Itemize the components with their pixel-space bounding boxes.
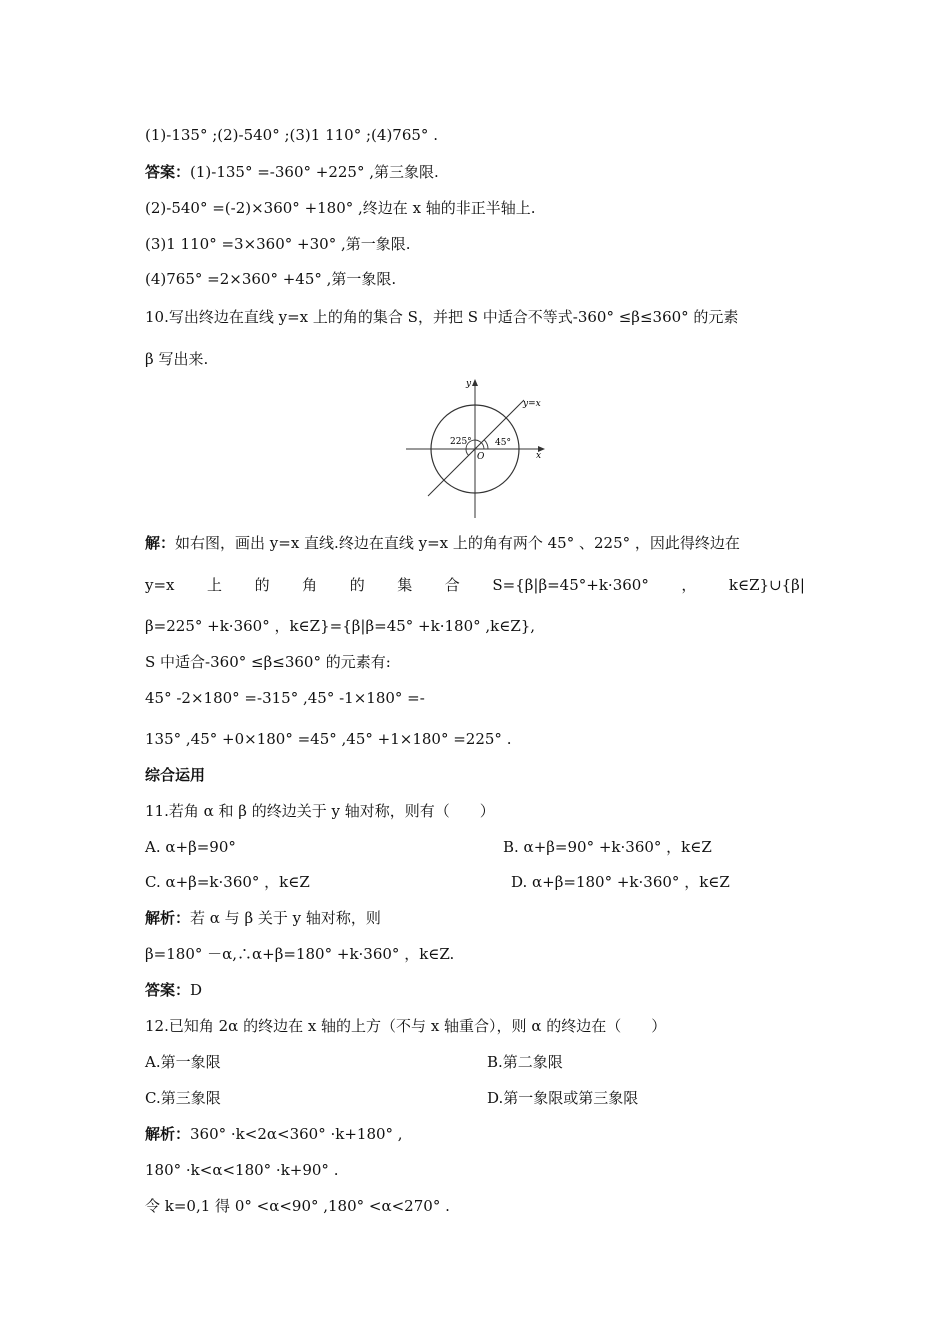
analysis-12-line-3: 令 k=0,1 得 0° <α<90° ,180° <α<270° . — [145, 1197, 450, 1215]
label-45: 45° — [495, 438, 511, 448]
solution-line-2 — [145, 575, 805, 595]
answer-label: 答案： — [145, 163, 191, 181]
answer-11-value: D — [190, 981, 203, 999]
analysis-label: 解析： — [145, 1125, 191, 1143]
solution-line-6: 135° ,45° +0×180° =45° ,45° +1×180° =225° . — [145, 730, 512, 748]
solution-line-1 — [145, 533, 740, 553]
sol2-part: ， — [681, 576, 697, 594]
question-11-option-d: D. α+β=180° +k·360° ，k∈Z — [511, 873, 730, 891]
solution-label: 解： — [145, 534, 176, 552]
solution-line-1-text: 如右图，画出 y=x 直线.终边在直线 y=x 上的角有两个 45° 、225° ，因此得终边在 — [175, 534, 740, 552]
analysis-11-line-2: β=180° －α,∴α+β=180° +k·360° ，k∈Z. — [145, 945, 455, 963]
sol2-part: S={β|β=45°+k·360° — [492, 576, 649, 594]
label-225: 225° — [450, 437, 472, 447]
answer-11 — [145, 980, 202, 1000]
answer-1-text: (1)-135° =-360° +225° ,第三象限. — [190, 163, 439, 181]
solution-line-4: S 中适合-360° ≤β≤360° 的元素有: — [145, 653, 391, 671]
line-y-equals-x — [428, 400, 524, 496]
analysis-12-text: 360° ·k<2α<360° ·k+180° , — [190, 1125, 403, 1143]
answer-line-3: (3)1 110° =3×360° +30° ,第一象限. — [145, 235, 411, 253]
answer-1 — [145, 162, 439, 182]
question-10-line-1: 10.写出终边在直线 y=x 上的角的集合 S，并把 S 中适合不等式-360° ≤β≤360° 的元素 — [145, 308, 739, 326]
answer-line-1: (1)-135° ;(2)-540° ;(3)1 110° ;(4)765° . — [145, 126, 438, 144]
sol2-part: 的 — [254, 576, 270, 594]
label-y: y — [466, 379, 472, 389]
question-11-option-a: A. α+β=90° — [145, 838, 236, 856]
question-11-option-c: C. α+β=k·360° ，k∈Z — [145, 873, 310, 891]
angle-45-arc — [484, 440, 488, 449]
solution-line-5: 45° -2×180° =-315° ,45° -1×180° =- — [145, 689, 425, 707]
analysis-11-line-1 — [145, 908, 381, 928]
analysis-label: 解析： — [145, 909, 191, 927]
analysis-12-line-1 — [145, 1124, 403, 1144]
sol2-part: 的 — [349, 576, 365, 594]
answer-line-4: (4)765° =2×360° +45° ,第一象限. — [145, 270, 397, 288]
analysis-11-text: 若 α 与 β 关于 y 轴对称，则 — [190, 909, 381, 927]
question-12-option-d: D.第一象限或第三象限 — [487, 1089, 639, 1107]
label-origin: O — [477, 452, 485, 462]
analysis-12-line-2: 180° ·k<α<180° ·k+90° . — [145, 1161, 339, 1179]
answer-label: 答案： — [145, 981, 191, 999]
question-11-option-b: B. α+β=90° +k·360° ，k∈Z — [503, 838, 712, 856]
section-title: 综合运用 — [145, 766, 206, 784]
solution-line-3: β=225° +k·360° ，k∈Z}={β|β=45° +k·180° ,k∈Z}, — [145, 617, 536, 635]
question-11: 11.若角 α 和 β 的终边关于 y 轴对称，则有（ ） — [145, 802, 495, 820]
sol2-part: 上 — [207, 576, 223, 594]
unit-circle-figure — [400, 374, 560, 524]
question-12-option-a: A.第一象限 — [145, 1053, 221, 1071]
question-12-option-b: B.第二象限 — [487, 1053, 563, 1071]
sol2-part: 角 — [302, 576, 318, 594]
question-12: 12.已知角 2α 的终边在 x 轴的上方（不与 x 轴重合），则 α 的终边在（ ） — [145, 1017, 667, 1035]
label-line: y=x — [523, 399, 541, 409]
sol2-part: 集 — [397, 576, 413, 594]
label-x: x — [536, 451, 542, 461]
answer-line-2: (2)-540° =(-2)×360° +180° ,终边在 x 轴的非正半轴上. — [145, 199, 536, 217]
sol2-part: 合 — [444, 576, 460, 594]
sol2-part: k∈Z}∪{β| — [728, 576, 805, 594]
sol2-part: y=x — [145, 576, 175, 594]
question-10-line-2: β 写出来. — [145, 350, 209, 368]
question-12-option-c: C.第三象限 — [145, 1089, 221, 1107]
